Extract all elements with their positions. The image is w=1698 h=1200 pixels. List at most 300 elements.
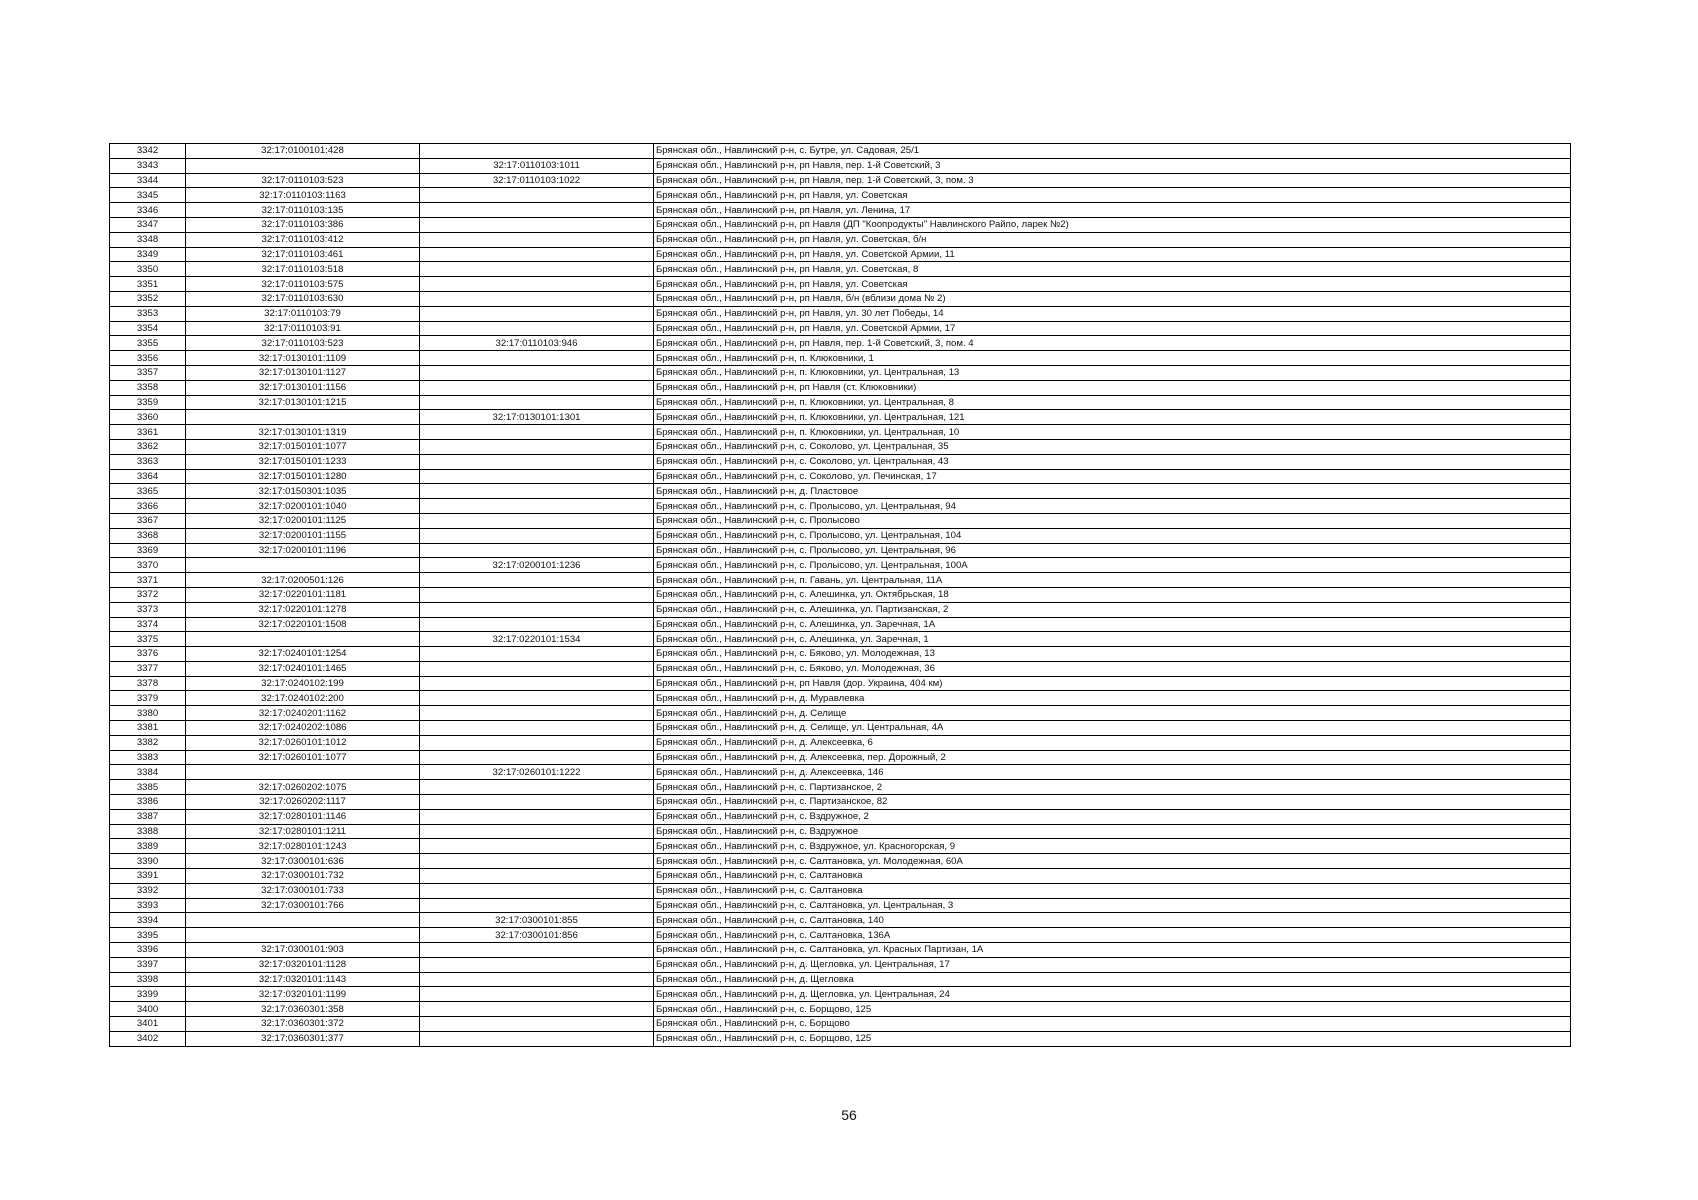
table-row: [110, 351, 1571, 366]
cadastral-number-cell: 32:17:0110103:135: [186, 203, 420, 218]
address-cell: Брянская обл., Навлинский р-н, с. Салтановка: [654, 869, 1571, 884]
table-row: [110, 928, 1571, 943]
parent-cadastral-number-cell: [420, 1031, 654, 1046]
parent-cadastral-number-cell: [420, 661, 654, 676]
address-cell: Брянская обл., Навлинский р-н, с. Борщово, 125: [654, 1031, 1571, 1046]
row-number-cell: 3346: [110, 203, 186, 218]
address-cell: Брянская обл., Навлинский р-н, с. Салтановка, ул. Красных Партизан, 1А: [654, 943, 1571, 958]
table-row: [110, 188, 1571, 203]
cadastral-number-cell: 32:17:0130101:1319: [186, 425, 420, 440]
parent-cadastral-number-cell: 32:17:0260101:1222: [420, 765, 654, 780]
cadastral-number-cell: 32:17:0130101:1156: [186, 380, 420, 395]
parent-cadastral-number-cell: [420, 306, 654, 321]
address-cell: Брянская обл., Навлинский р-н, с. Вздружное: [654, 824, 1571, 839]
cadastral-number-cell: 32:17:0110103:79: [186, 306, 420, 321]
row-number-cell: 3387: [110, 809, 186, 824]
cadastral-number-cell: 32:17:0300101:733: [186, 883, 420, 898]
parent-cadastral-number-cell: [420, 513, 654, 528]
parent-cadastral-number-cell: [420, 277, 654, 292]
table-row: [110, 913, 1571, 928]
parent-cadastral-number-cell: [420, 824, 654, 839]
row-number-cell: 3381: [110, 721, 186, 736]
table-row: [110, 587, 1571, 602]
row-number-cell: 3357: [110, 365, 186, 380]
table-row: [110, 839, 1571, 854]
parent-cadastral-number-cell: [420, 1002, 654, 1017]
parent-cadastral-number-cell: [420, 395, 654, 410]
table-row: [110, 573, 1571, 588]
parent-cadastral-number-cell: [420, 869, 654, 884]
cadastral-number-cell: 32:17:0110103:412: [186, 232, 420, 247]
row-number-cell: 3351: [110, 277, 186, 292]
row-number-cell: 3371: [110, 573, 186, 588]
address-cell: Брянская обл., Навлинский р-н, с. Бяково, ул. Молодежная, 13: [654, 647, 1571, 662]
cadastral-number-cell: 32:17:0360301:358: [186, 1002, 420, 1017]
table-row: [110, 558, 1571, 573]
address-cell: Брянская обл., Навлинский р-н, д. Селище: [654, 706, 1571, 721]
row-number-cell: 3389: [110, 839, 186, 854]
row-number-cell: 3378: [110, 676, 186, 691]
parent-cadastral-number-cell: [420, 454, 654, 469]
address-cell: Брянская обл., Навлинский р-н, с. Алешинка, ул. Партизанская, 2: [654, 602, 1571, 617]
address-cell: Брянская обл., Навлинский р-н, с. Борщово: [654, 1017, 1571, 1032]
cadastral-number-cell: 32:17:0240101:1254: [186, 647, 420, 662]
row-number-cell: 3375: [110, 632, 186, 647]
address-cell: Брянская обл., Навлинский р-н, с. Алешинка, ул. Заречная, 1: [654, 632, 1571, 647]
table-row: [110, 247, 1571, 262]
table-row: [110, 602, 1571, 617]
address-cell: Брянская обл., Навлинский р-н, с. Вздружное, ул. Красногорская, 9: [654, 839, 1571, 854]
row-number-cell: 3352: [110, 291, 186, 306]
table-row: [110, 232, 1571, 247]
row-number-cell: 3348: [110, 232, 186, 247]
parent-cadastral-number-cell: 32:17:0110103:1022: [420, 173, 654, 188]
row-number-cell: 3365: [110, 484, 186, 499]
table-row: [110, 987, 1571, 1002]
row-number-cell: 3382: [110, 735, 186, 750]
cadastral-number-cell: [186, 632, 420, 647]
address-cell: Брянская обл., Навлинский р-н, п. Клюковники, ул. Центральная, 121: [654, 410, 1571, 425]
address-cell: Брянская обл., Навлинский р-н, с. Соколово, ул. Центральная, 35: [654, 439, 1571, 454]
cadastral-number-cell: 32:17:0300101:903: [186, 943, 420, 958]
cadastral-number-cell: 32:17:0360301:377: [186, 1031, 420, 1046]
parent-cadastral-number-cell: [420, 943, 654, 958]
address-cell: Брянская обл., Навлинский р-н, с. Соколово, ул. Центральная, 43: [654, 454, 1571, 469]
parent-cadastral-number-cell: [420, 1017, 654, 1032]
parent-cadastral-number-cell: [420, 883, 654, 898]
row-number-cell: 3359: [110, 395, 186, 410]
table-row: [110, 484, 1571, 499]
parent-cadastral-number-cell: [420, 647, 654, 662]
address-cell: Брянская обл., Навлинский р-н, с. Салтановка, 140: [654, 913, 1571, 928]
cadastral-number-cell: 32:17:0110103:630: [186, 291, 420, 306]
parent-cadastral-number-cell: 32:17:0110103:1011: [420, 158, 654, 173]
row-number-cell: 3376: [110, 647, 186, 662]
row-number-cell: 3396: [110, 943, 186, 958]
address-cell: Брянская обл., Навлинский р-н, с. Борщово, 125: [654, 1002, 1571, 1017]
cadastral-number-cell: 32:17:0280101:1243: [186, 839, 420, 854]
address-cell: Брянская обл., Навлинский р-н, рп Навля, ул. Советская, б/н: [654, 232, 1571, 247]
row-number-cell: 3344: [110, 173, 186, 188]
address-cell: Брянская обл., Навлинский р-н, рп Навля, ул. Советская: [654, 188, 1571, 203]
address-cell: Брянская обл., Навлинский р-н, с. Пролысово: [654, 513, 1571, 528]
parent-cadastral-number-cell: 32:17:0110103:946: [420, 336, 654, 351]
parent-cadastral-number-cell: [420, 247, 654, 262]
parent-cadastral-number-cell: [420, 780, 654, 795]
parent-cadastral-number-cell: [420, 809, 654, 824]
parent-cadastral-number-cell: [420, 144, 654, 159]
row-number-cell: 3390: [110, 854, 186, 869]
cadastral-number-cell: 32:17:0150101:1280: [186, 469, 420, 484]
address-cell: Брянская обл., Навлинский р-н, д. Алексеевка, пер. Дорожный, 2: [654, 750, 1571, 765]
address-cell: Брянская обл., Навлинский р-н, с. Пролысово, ул. Центральная, 104: [654, 528, 1571, 543]
address-cell: Брянская обл., Навлинский р-н, с. Алешинка, ул. Заречная, 1А: [654, 617, 1571, 632]
table-row: [110, 854, 1571, 869]
parent-cadastral-number-cell: [420, 957, 654, 972]
cadastral-number-cell: 32:17:0280101:1146: [186, 809, 420, 824]
table-row: [110, 217, 1571, 232]
parent-cadastral-number-cell: [420, 972, 654, 987]
row-number-cell: 3353: [110, 306, 186, 321]
cadastral-number-cell: 32:17:0110103:386: [186, 217, 420, 232]
address-cell: Брянская обл., Навлинский р-н, п. Клюковники, ул. Центральная, 10: [654, 425, 1571, 440]
address-cell: Брянская обл., Навлинский р-н, с. Бутре, ул. Садовая, 25/1: [654, 144, 1571, 159]
cadastral-number-cell: [186, 913, 420, 928]
parent-cadastral-number-cell: [420, 469, 654, 484]
address-cell: Брянская обл., Навлинский р-н, рп Навля, ул. Советская: [654, 277, 1571, 292]
row-number-cell: 3379: [110, 691, 186, 706]
table-row: [110, 735, 1571, 750]
row-number-cell: 3373: [110, 602, 186, 617]
address-cell: Брянская обл., Навлинский р-н, п. Гавань, ул. Центральная, 11А: [654, 573, 1571, 588]
table-row: [110, 809, 1571, 824]
table-row: [110, 425, 1571, 440]
parent-cadastral-number-cell: 32:17:0300101:856: [420, 928, 654, 943]
cadastral-number-cell: 32:17:0110103:91: [186, 321, 420, 336]
address-cell: Брянская обл., Навлинский р-н, рп Навля, пер. 1-й Советский, 3, пом. 3: [654, 173, 1571, 188]
cadastral-number-cell: 32:17:0200501:126: [186, 573, 420, 588]
cadastral-number-cell: [186, 158, 420, 173]
table-row: [110, 410, 1571, 425]
cadastral-number-cell: 32:17:0110103:523: [186, 336, 420, 351]
table-row: [110, 647, 1571, 662]
address-cell: Брянская обл., Навлинский р-н, д. Щегловка, ул. Центральная, 24: [654, 987, 1571, 1002]
row-number-cell: 3400: [110, 1002, 186, 1017]
table-row: [110, 499, 1571, 514]
address-cell: Брянская обл., Навлинский р-н, с. Салтановка, 136А: [654, 928, 1571, 943]
row-number-cell: 3380: [110, 706, 186, 721]
parent-cadastral-number-cell: [420, 587, 654, 602]
address-cell: Брянская обл., Навлинский р-н, д. Алексеевка, 6: [654, 735, 1571, 750]
table-row: [110, 780, 1571, 795]
cadastral-number-cell: 32:17:0240101:1465: [186, 661, 420, 676]
cadastral-number-cell: 32:17:0240102:200: [186, 691, 420, 706]
cadastral-number-cell: 32:17:0220101:1278: [186, 602, 420, 617]
address-cell: Брянская обл., Навлинский р-н, д. Щегловка: [654, 972, 1571, 987]
row-number-cell: 3391: [110, 869, 186, 884]
row-number-cell: 3356: [110, 351, 186, 366]
parent-cadastral-number-cell: 32:17:0200101:1236: [420, 558, 654, 573]
parent-cadastral-number-cell: [420, 691, 654, 706]
cadastral-number-cell: 32:17:0260202:1075: [186, 780, 420, 795]
address-cell: Брянская обл., Навлинский р-н, рп Навля, пер. 1-й Советский, 3: [654, 158, 1571, 173]
parent-cadastral-number-cell: [420, 321, 654, 336]
row-number-cell: 3370: [110, 558, 186, 573]
row-number-cell: 3377: [110, 661, 186, 676]
row-number-cell: 3343: [110, 158, 186, 173]
cadastral-number-cell: [186, 765, 420, 780]
parent-cadastral-number-cell: [420, 735, 654, 750]
table-row: [110, 469, 1571, 484]
table-row: [110, 291, 1571, 306]
parent-cadastral-number-cell: [420, 721, 654, 736]
row-number-cell: 3367: [110, 513, 186, 528]
address-cell: Брянская обл., Навлинский р-н, с. Пролысово, ул. Центральная, 96: [654, 543, 1571, 558]
address-cell: Брянская обл., Навлинский р-н, рп Навля, ул. 30 лет Победы, 14: [654, 306, 1571, 321]
cadastral-number-cell: 32:17:0260202:1117: [186, 795, 420, 810]
table-row: [110, 543, 1571, 558]
cadastral-number-cell: 32:17:0320101:1199: [186, 987, 420, 1002]
table-row: [110, 454, 1571, 469]
table-row: [110, 203, 1571, 218]
parent-cadastral-number-cell: [420, 706, 654, 721]
address-cell: Брянская обл., Навлинский р-н, рп Навля, б/н (вблизи дома № 2): [654, 291, 1571, 306]
parent-cadastral-number-cell: [420, 543, 654, 558]
row-number-cell: 3368: [110, 528, 186, 543]
parent-cadastral-number-cell: [420, 365, 654, 380]
table-row: [110, 513, 1571, 528]
cadastral-number-cell: 32:17:0300101:732: [186, 869, 420, 884]
row-number-cell: 3392: [110, 883, 186, 898]
table-row: [110, 173, 1571, 188]
row-number-cell: 3349: [110, 247, 186, 262]
cadastral-number-cell: 32:17:0130101:1215: [186, 395, 420, 410]
table-row: [110, 691, 1571, 706]
address-cell: Брянская обл., Навлинский р-н, с. Салтановка, ул. Молодежная, 60А: [654, 854, 1571, 869]
cadastral-number-cell: 32:17:0240202:1086: [186, 721, 420, 736]
address-cell: Брянская обл., Навлинский р-н, с. Соколово, ул. Печинская, 17: [654, 469, 1571, 484]
cadastral-number-cell: 32:17:0130101:1127: [186, 365, 420, 380]
cadastral-number-cell: 32:17:0300101:766: [186, 898, 420, 913]
table-row: [110, 144, 1571, 159]
cadastral-number-cell: 32:17:0280101:1211: [186, 824, 420, 839]
address-cell: Брянская обл., Навлинский р-н, д. Пластовое: [654, 484, 1571, 499]
address-cell: Брянская обл., Навлинский р-н, с. Партизанское, 82: [654, 795, 1571, 810]
row-number-cell: 3342: [110, 144, 186, 159]
parent-cadastral-number-cell: [420, 484, 654, 499]
cadastral-number-cell: 32:17:0320101:1143: [186, 972, 420, 987]
cadastral-number-cell: 32:17:0260101:1077: [186, 750, 420, 765]
row-number-cell: 3393: [110, 898, 186, 913]
address-cell: Брянская обл., Навлинский р-н, с. Бяково, ул. Молодежная, 36: [654, 661, 1571, 676]
table-row: [110, 380, 1571, 395]
parent-cadastral-number-cell: 32:17:0220101:1534: [420, 632, 654, 647]
cadastral-number-cell: 32:17:0200101:1196: [186, 543, 420, 558]
address-cell: Брянская обл., Навлинский р-н, д. Щегловка, ул. Центральная, 17: [654, 957, 1571, 972]
registry-body: [110, 144, 1571, 1047]
row-number-cell: 3364: [110, 469, 186, 484]
cadastral-number-cell: 32:17:0150101:1233: [186, 454, 420, 469]
parent-cadastral-number-cell: [420, 676, 654, 691]
cadastral-number-cell: 32:17:0260101:1012: [186, 735, 420, 750]
parent-cadastral-number-cell: [420, 188, 654, 203]
row-number-cell: 3386: [110, 795, 186, 810]
parent-cadastral-number-cell: 32:17:0300101:855: [420, 913, 654, 928]
address-cell: Брянская обл., Навлинский р-н, с. Салтановка, ул. Центральная, 3: [654, 898, 1571, 913]
table-row: [110, 439, 1571, 454]
row-number-cell: 3347: [110, 217, 186, 232]
table-row: [110, 1002, 1571, 1017]
address-cell: Брянская обл., Навлинский р-н, рп Навля, ул. Советская, 8: [654, 262, 1571, 277]
page-number: 56: [841, 1107, 857, 1123]
cadastral-number-cell: 32:17:0220101:1181: [186, 587, 420, 602]
address-cell: Брянская обл., Навлинский р-н, с. Алешинка, ул. Октябрьская, 18: [654, 587, 1571, 602]
address-cell: Брянская обл., Навлинский р-н, с. Салтановка: [654, 883, 1571, 898]
table-row: [110, 957, 1571, 972]
table-row: [110, 1017, 1571, 1032]
row-number-cell: 3385: [110, 780, 186, 795]
table-row: [110, 676, 1571, 691]
row-number-cell: 3360: [110, 410, 186, 425]
parent-cadastral-number-cell: [420, 232, 654, 247]
address-cell: Брянская обл., Навлинский р-н, д. Селище, ул. Центральная, 4А: [654, 721, 1571, 736]
parent-cadastral-number-cell: [420, 439, 654, 454]
address-cell: Брянская обл., Навлинский р-н, п. Клюковники, ул. Центральная, 8: [654, 395, 1571, 410]
row-number-cell: 3374: [110, 617, 186, 632]
row-number-cell: 3369: [110, 543, 186, 558]
row-number-cell: 3372: [110, 587, 186, 602]
parent-cadastral-number-cell: [420, 898, 654, 913]
row-number-cell: 3383: [110, 750, 186, 765]
parent-cadastral-number-cell: [420, 203, 654, 218]
row-number-cell: 3354: [110, 321, 186, 336]
address-cell: Брянская обл., Навлинский р-н, д. Муравлевка: [654, 691, 1571, 706]
row-number-cell: 3395: [110, 928, 186, 943]
parent-cadastral-number-cell: [420, 425, 654, 440]
row-number-cell: 3345: [110, 188, 186, 203]
parent-cadastral-number-cell: [420, 499, 654, 514]
address-cell: Брянская обл., Навлинский р-н, п. Клюковники, ул. Центральная, 13: [654, 365, 1571, 380]
table-row: [110, 336, 1571, 351]
address-cell: Брянская обл., Навлинский р-н, рп Навля (ст. Клюковники): [654, 380, 1571, 395]
parent-cadastral-number-cell: [420, 602, 654, 617]
parent-cadastral-number-cell: [420, 380, 654, 395]
address-cell: Брянская обл., Навлинский р-н, с. Вздружное, 2: [654, 809, 1571, 824]
cadastral-number-cell: 32:17:0240102:199: [186, 676, 420, 691]
row-number-cell: 3384: [110, 765, 186, 780]
table-row: [110, 869, 1571, 884]
row-number-cell: 3394: [110, 913, 186, 928]
cadastral-number-cell: 32:17:0150101:1077: [186, 439, 420, 454]
address-cell: Брянская обл., Навлинский р-н, с. Партизанское, 2: [654, 780, 1571, 795]
cadastral-number-cell: 32:17:0360301:372: [186, 1017, 420, 1032]
address-cell: Брянская обл., Навлинский р-н, рп Навля (дор. Украина, 404 км): [654, 676, 1571, 691]
table-row: [110, 824, 1571, 839]
cadastral-number-cell: [186, 928, 420, 943]
parent-cadastral-number-cell: [420, 839, 654, 854]
address-cell: Брянская обл., Навлинский р-н, с. Пролысово, ул. Центральная, 94: [654, 499, 1571, 514]
address-cell: Брянская обл., Навлинский р-н, д. Алексеевка, 146: [654, 765, 1571, 780]
cadastral-number-cell: 32:17:0200101:1125: [186, 513, 420, 528]
table-row: [110, 321, 1571, 336]
cadastral-number-cell: 32:17:0110103:575: [186, 277, 420, 292]
table-row: [110, 632, 1571, 647]
row-number-cell: 3355: [110, 336, 186, 351]
cadastral-number-cell: 32:17:0300101:636: [186, 854, 420, 869]
row-number-cell: 3399: [110, 987, 186, 1002]
row-number-cell: 3362: [110, 439, 186, 454]
address-cell: Брянская обл., Навлинский р-н, с. Пролысово, ул. Центральная, 100А: [654, 558, 1571, 573]
parent-cadastral-number-cell: [420, 262, 654, 277]
row-number-cell: 3350: [110, 262, 186, 277]
cadastral-number-cell: 32:17:0130101:1109: [186, 351, 420, 366]
cadastral-number-cell: 32:17:0200101:1040: [186, 499, 420, 514]
row-number-cell: 3361: [110, 425, 186, 440]
table-row: [110, 528, 1571, 543]
cadastral-number-cell: [186, 410, 420, 425]
parent-cadastral-number-cell: [420, 351, 654, 366]
table-row: [110, 765, 1571, 780]
table-row: [110, 306, 1571, 321]
address-cell: Брянская обл., Навлинский р-н, рп Навля, ул. Ленина, 17: [654, 203, 1571, 218]
table-row: [110, 661, 1571, 676]
address-cell: Брянская обл., Навлинский р-н, п. Клюковники, 1: [654, 351, 1571, 366]
table-row: [110, 750, 1571, 765]
row-number-cell: 3363: [110, 454, 186, 469]
address-cell: Брянская обл., Навлинский р-н, рп Навля, ул. Советской Армии, 17: [654, 321, 1571, 336]
row-number-cell: 3397: [110, 957, 186, 972]
parent-cadastral-number-cell: [420, 528, 654, 543]
parent-cadastral-number-cell: [420, 750, 654, 765]
table-row: [110, 795, 1571, 810]
parent-cadastral-number-cell: [420, 573, 654, 588]
table-row: [110, 898, 1571, 913]
cadastral-number-cell: 32:17:0100101:428: [186, 144, 420, 159]
row-number-cell: 3366: [110, 499, 186, 514]
cadastral-number-cell: 32:17:0110103:1163: [186, 188, 420, 203]
parent-cadastral-number-cell: [420, 217, 654, 232]
table-row: [110, 277, 1571, 292]
address-cell: Брянская обл., Навлинский р-н, рп Навля (ДП "Коопродукты" Навлинского Райпо, ларек №2): [654, 217, 1571, 232]
parent-cadastral-number-cell: 32:17:0130101:1301: [420, 410, 654, 425]
cadastral-number-cell: 32:17:0110103:523: [186, 173, 420, 188]
parent-cadastral-number-cell: [420, 854, 654, 869]
cadastral-number-cell: 32:17:0240201:1162: [186, 706, 420, 721]
cadastral-number-cell: 32:17:0150301:1035: [186, 484, 420, 499]
cadastral-number-cell: 32:17:0110103:518: [186, 262, 420, 277]
cadastral-number-cell: 32:17:0200101:1155: [186, 528, 420, 543]
table-row: [110, 721, 1571, 736]
parent-cadastral-number-cell: [420, 987, 654, 1002]
parent-cadastral-number-cell: [420, 795, 654, 810]
table-row: [110, 972, 1571, 987]
cadastral-number-cell: 32:17:0220101:1508: [186, 617, 420, 632]
address-cell: Брянская обл., Навлинский р-н, рп Навля, пер. 1-й Советский, 3, пом. 4: [654, 336, 1571, 351]
row-number-cell: 3358: [110, 380, 186, 395]
row-number-cell: 3388: [110, 824, 186, 839]
table-row: [110, 395, 1571, 410]
table-row: [110, 617, 1571, 632]
address-cell: Брянская обл., Навлинский р-н, рп Навля, ул. Советской Армии, 11: [654, 247, 1571, 262]
cadastral-number-cell: 32:17:0110103:461: [186, 247, 420, 262]
table-row: [110, 1031, 1571, 1046]
row-number-cell: 3401: [110, 1017, 186, 1032]
table-row: [110, 365, 1571, 380]
cadastral-number-cell: [186, 558, 420, 573]
table-row: [110, 158, 1571, 173]
table-row: [110, 883, 1571, 898]
row-number-cell: 3402: [110, 1031, 186, 1046]
